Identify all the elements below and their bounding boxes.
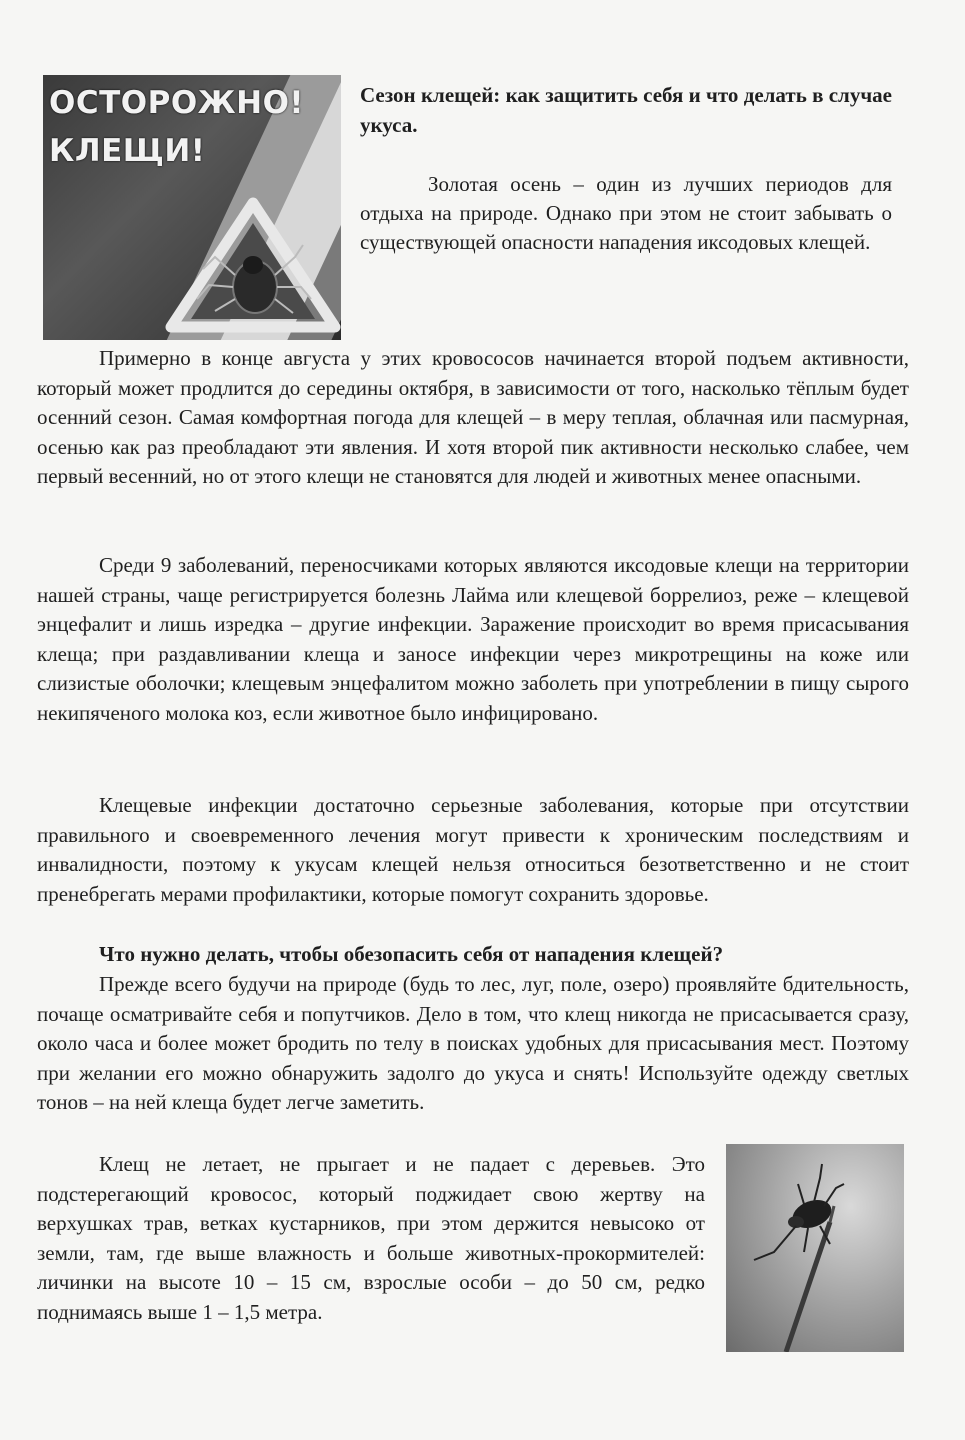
article-headline: Сезон клещей: как защитить себя и что делать в случае укуса. <box>360 83 892 137</box>
paragraph-consequences: Клещевые инфекции достаточно серьезные заболевания, которые при отсутствии правильного и своевременного лечения могут привести к хроническим последствиям и инвалидности, поэтому к укусам клещей нельзя относиться безответственно и не стоит пренебрегать мерами профилактики, которые помогут сохранить здоровье. <box>37 793 909 906</box>
poster-title-line1: ОСТОРОЖНО! <box>49 85 305 121</box>
warning-poster-image <box>43 75 341 340</box>
tick-photo-image <box>726 1144 904 1352</box>
intro-paragraph: Золотая осень – один из лучших периодов для отдыха на природе. Однако при этом не стоит забывать о существующей опасности нападения иксодовых клещей. <box>360 172 892 254</box>
poster-title-line2: КЛЕЩИ! <box>49 133 206 169</box>
paragraph-activity: Примерно в конце августа у этих кровососов начинается второй подъем активности, который может продлится до середины октября, в зависимости от того, насколько тёплым будет осенний сезон. Самая комфортная погода для клещей – в меру теплая, облачная или пасмурная, осенью как раз преобладают эти явления. И хотя второй пик активности несколько слабее, чем первый весенний, но от этого клещи не становятся для людей и животных менее опасными. <box>37 346 909 489</box>
warning-triangle-tick-icon <box>163 195 341 335</box>
section-question-heading: Что нужно делать, чтобы обезопасить себя от нападения клещей? <box>99 942 724 966</box>
tick-on-grass-icon <box>726 1144 904 1352</box>
paragraph-habitat: Клещ не летает, не прыгает и не падает с деревьев. Это подстерегающий кровосос, который поджидает свою жертву на верхушках трав, ветках кустарников, при этом держится невысоко от земли, там, где выше влажность и больше животных-прокормителей: личинки на высоте 10 – 15 см, взрослые особи – до 50 см, редко поднимаясь выше 1 – 1,5 метра. <box>37 1152 705 1324</box>
paragraph-diseases: Среди 9 заболеваний, переносчиками которых являются иксодовые клещи на территории нашей страны, чаще регистрируется болезнь Лайма или клещевой боррелиоз, реже – клещевой энцефалит и лишь изредка – другие инфекции. Заражение происходит во время присасывания клеща; при раздавливании клеща и заносе инфекции через микротрещины на коже или слизистые оболочки; клещевым энцефалитом можно заболеть при употреблении в пищу сырого некипяченого молока коз, если животное было инфицировано. <box>37 553 909 725</box>
paragraph-advice: Прежде всего будучи на природе (будь то лес, луг, поле, озеро) проявляйте бдительность, почаще осматривайте себя и попутчиков. Дело в том, что клещ никогда не присасывается сразу, около часа и более может бродить по телу в поисках удобных для присасывания мест. Поэтому при желании его можно обнаружить задолго до укуса и снять! Используйте одежду светлых тонов – на ней клеща будет легче заметить. <box>37 972 909 1115</box>
